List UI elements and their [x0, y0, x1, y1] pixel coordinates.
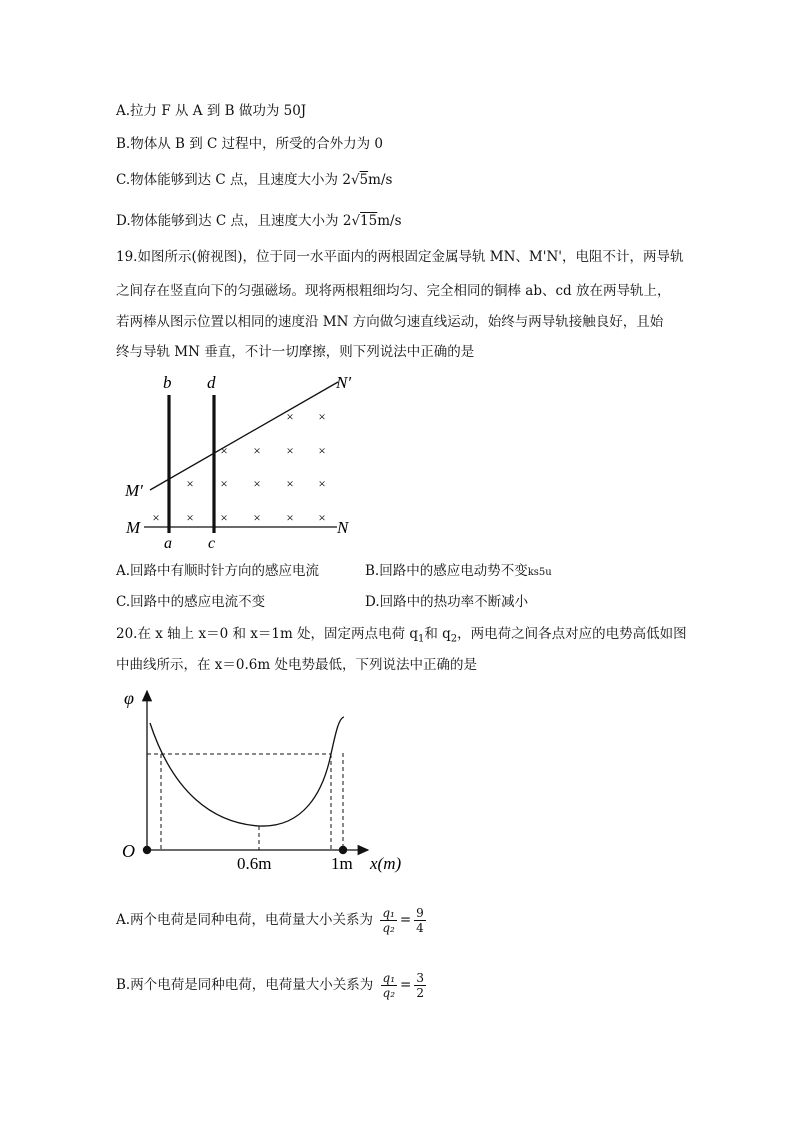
q19-rails-figure [110, 370, 370, 550]
label-d: d [207, 373, 216, 392]
field-cross-mark: × [318, 510, 326, 525]
rail-MpNp [150, 382, 338, 490]
label-b: b [163, 373, 172, 392]
fraction-q1-q2: $\frac{\text{q₁}}{\text{q₂}}$ [382, 971, 396, 1000]
x-axis-label: x(m) [370, 854, 402, 873]
label-M: M [126, 518, 141, 537]
label-M-prime: M′ [125, 481, 143, 500]
field-cross-mark: × [318, 476, 326, 491]
origin-label: O [122, 841, 135, 861]
field-cross-mark: × [286, 443, 294, 458]
field-cross-mark: × [286, 409, 294, 424]
fraction-q1-q2: $\frac{\text{q₁}}{\text{q₂}}$ [382, 906, 395, 935]
q19-option-c: C.回路中的感应电流不变 [116, 594, 266, 610]
q18-option-d: D.物体能够到达 C 点，且速度大小为 2√15m/s [116, 213, 402, 229]
field-cross-mark: × [318, 443, 326, 458]
q19-stem-line-1: 19.如图所示(俯视图)，位于同一水平面内的两根固定金属导轨 MN、M'N'，电阻不计，两导轨 [116, 249, 684, 265]
label-N-prime: N′ [336, 373, 352, 392]
field-cross-mark: × [253, 510, 261, 525]
q19-option-a: A.回路中有顺时针方向的感应电流 [116, 563, 320, 579]
field-cross-mark: × [318, 409, 326, 424]
q19-option-b: B.回路中的感应电动势不变ks5u [365, 563, 552, 579]
label-N: N [337, 518, 349, 537]
q19-stem-line-4: 终与导轨 MN 垂直，不计一切摩擦，则下列说法中正确的是 [116, 344, 475, 360]
fraction-value: $\frac{3}{2}$ [416, 971, 424, 1000]
charge-q2-dot [339, 846, 347, 854]
q18-option-b: B.物体从 B 到 C 过程中，所受的合外力为 0 [116, 136, 384, 152]
q20-stem-line-2: 中曲线所示，在 x＝0.6m 处电势最低，下列说法中正确的是 [116, 657, 477, 673]
label-c: c [208, 535, 216, 550]
q20-option-a: A.两个电荷是同种电荷，电荷量大小关系为 $\frac{\text{q₁}}{\text{q₂}}$ = $\frac{9}{4}$ [116, 906, 424, 935]
q20-option-b: B.两个电荷是同种电荷，电荷量大小关系为 $\frac{\text{q₁}}{\text{q₂}}$ = $\frac{3}{2}$ [116, 971, 424, 1000]
q19-stem-line-2: 之间存在竖直向下的匀强磁场。现将两根粗细均匀、完全相同的铜棒 ab、cd 放在两导轨上， [116, 283, 671, 299]
magnetic-field-marks [152, 409, 325, 525]
field-cross-mark: × [253, 443, 261, 458]
field-cross-mark: × [286, 510, 294, 525]
q19-option-d: D.回路中的热功率不断减小 [365, 594, 529, 610]
charge-q1-dot [143, 846, 151, 854]
q20-potential-graph [118, 683, 418, 878]
q18-option-a: A.拉力 F 从 A 到 B 做功为 50J [116, 103, 307, 119]
field-cross-mark: × [286, 476, 294, 491]
y-axis-label: φ [124, 688, 134, 708]
field-cross-mark: × [186, 476, 194, 491]
fraction-value: $\frac{9}{4}$ [416, 906, 424, 935]
label-a: a [164, 535, 172, 550]
field-cross-mark: × [152, 510, 160, 525]
tick-0-6m: 0.6m [237, 854, 272, 873]
field-cross-mark: × [220, 443, 228, 458]
q19-stem-line-3: 若两棒从图示位置以相同的速度沿 MN 方向做匀速直线运动，始终与两导轨接触良好，且始 [116, 314, 664, 330]
q18-option-c: C.物体能够到达 C 点，且速度大小为 2√5m/s [116, 172, 393, 188]
tick-1m: 1m [331, 854, 353, 873]
field-cross-mark: × [220, 476, 228, 491]
q20-stem-line-1: 20.在 x 轴上 x＝0 和 x＝1m 处，固定两点电荷 $q_1$和 $q_2$，两电荷之间各点对应的电势高低如图 [116, 626, 687, 645]
field-cross-mark: × [186, 510, 194, 525]
potential-curve [150, 717, 344, 826]
field-cross-mark: × [253, 476, 261, 491]
field-cross-mark: × [220, 510, 228, 525]
